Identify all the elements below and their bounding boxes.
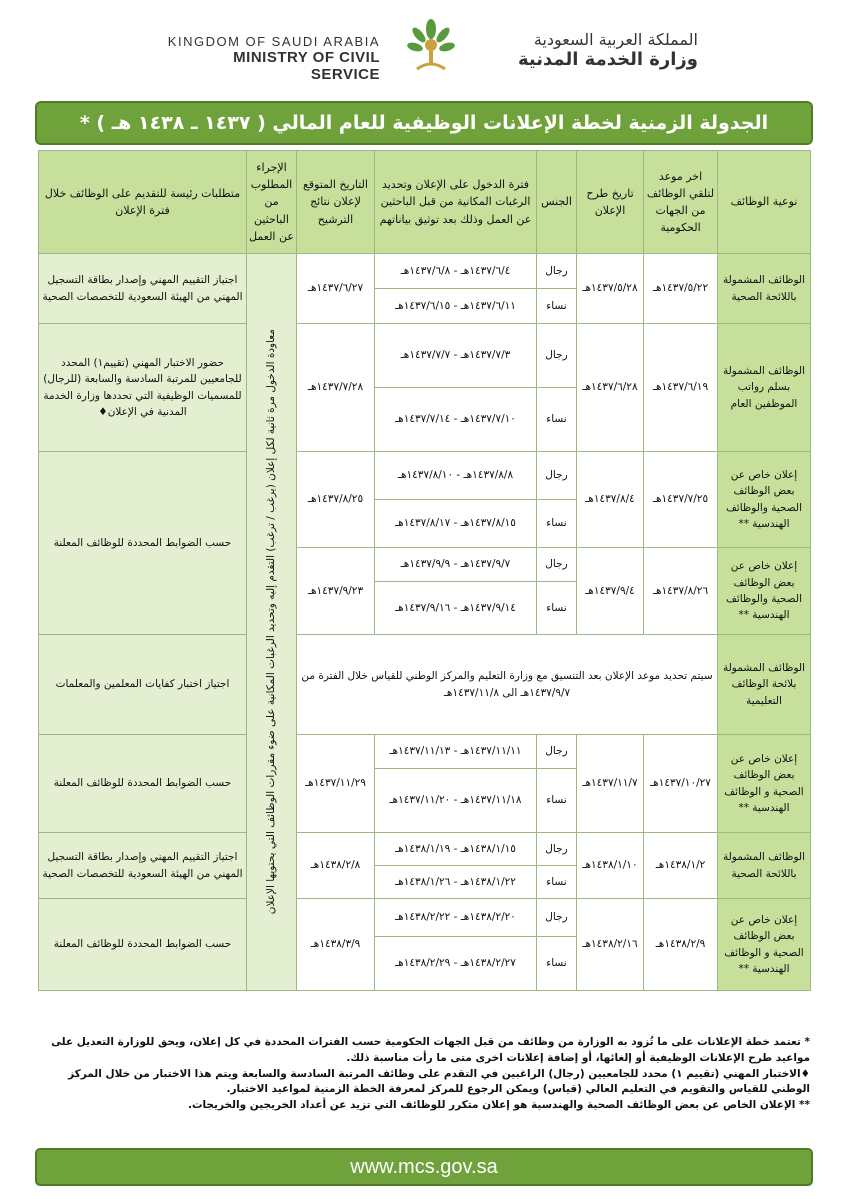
- gender-cell: نساء: [537, 937, 577, 991]
- gender-cell: رجال: [537, 735, 577, 769]
- gender-cell: نساء: [537, 582, 577, 635]
- table-row: [39, 254, 811, 289]
- entry-period-cell: ١٤٣٧/٨/٨هـ - ١٤٣٧/٨/١٠هـ: [375, 452, 537, 500]
- job-type-cell: إعلان خاص عن بعض الوظائف الصحية والوظائف الهندسية **: [718, 548, 811, 635]
- gender-cell: نساء: [537, 866, 577, 899]
- results-date-cell: ١٤٣٨/٣/٩هـ: [297, 899, 375, 991]
- job-type-cell: إعلان خاص عن بعض الوظائف الصحية و الوظائف الهندسية **: [718, 735, 811, 833]
- entry-period-cell: ١٤٣٧/٧/٣هـ - ١٤٣٧/٧/٧هـ: [375, 324, 537, 388]
- col-header-last-date: اخر موعد لتلقي الوظائف من الجهات الحكومية: [644, 151, 718, 254]
- note-item: * تعتمد خطة الإعلانات على ما تُزود به الوزارة من وظائف من قبل الجهات الحكومية حسب الفترات المحددة في كل إعلان، ويحق للوزارة التعديل على مواعيد طرح الإعلانات الوظيفية أو إلغائها، أو إضافة إعلانات اخرى متى ما رأت مناسبة ذلك.: [51, 1036, 810, 1064]
- entry-period-cell: ١٤٣٧/٩/١٤هـ - ١٤٣٧/٩/١٦هـ: [375, 582, 537, 635]
- results-date-cell: ١٤٣٨/٢/٨هـ: [297, 833, 375, 899]
- page-title: الجدولة الزمنية لخطة الإعلانات الوظيفية للعام المالي ( ١٤٣٧ ـ ١٤٣٨ هـ ) *: [35, 101, 813, 145]
- last-date-cell: ١٤٣٧/٨/٢٦هـ: [644, 548, 718, 635]
- announce-date-cell: ١٤٣٨/١/١٠هـ: [577, 833, 644, 899]
- entry-period-cell: ١٤٣٧/١١/١١هـ - ١٤٣٧/١١/١٣هـ: [375, 735, 537, 769]
- gender-cell: رجال: [537, 899, 577, 937]
- entry-period-cell: ١٤٣٨/٢/٢٠هـ - ١٤٣٨/٢/٢٢هـ: [375, 899, 537, 937]
- requirements-cell: اجتياز التقييم المهني وإصدار بطاقة التسجيل المهني من الهيئة السعودية للتخصصات الصحية: [39, 833, 247, 899]
- col-header-action: الإجراء المطلوب من الباحثين عن العمل: [247, 151, 297, 254]
- gender-cell: نساء: [537, 388, 577, 452]
- announce-date-cell: ١٤٣٨/٢/١٦هـ: [577, 899, 644, 991]
- requirements-cell: اجتياز التقييم المهني وإصدار بطاقة التسجيل المهني من الهيئة السعودية للتخصصات الصحية: [39, 254, 247, 324]
- action-cell: [247, 254, 297, 991]
- results-date-cell: ١٤٣٧/١١/٢٩هـ: [297, 735, 375, 833]
- note-item: ♦الاختبار المهني (تقييم ١) محدد للجامعيين (رجال) الراغبين في التقدم على وظائف المرتبة السادسة والسابعة ويتم هذا الاختبار من خلال المركز الوطني للقياس والتقويم في التعليم العالي (قياس) ويمكن الرجوع للمركز لمعرفة الخطة الزمنية لمواعيد الاختبار.: [68, 1067, 810, 1096]
- results-date-cell: ١٤٣٧/٩/٢٣هـ: [297, 548, 375, 635]
- announce-date-cell: ١٤٣٧/٩/٤هـ: [577, 548, 644, 635]
- requirements-cell: حسب الضوابط المحددة للوظائف المعلنة: [39, 452, 247, 635]
- gender-cell: رجال: [537, 452, 577, 500]
- col-header-gender: الجنس: [537, 151, 577, 254]
- website-link[interactable]: www.mcs.gov.sa: [35, 1148, 813, 1186]
- gender-cell: نساء: [537, 289, 577, 324]
- requirements-cell: حسب الضوابط المحددة للوظائف المعلنة: [39, 735, 247, 833]
- entry-period-cell: ١٤٣٧/١١/١٨هـ - ١٤٣٧/١١/٢٠هـ: [375, 769, 537, 833]
- ministry-name-en-line2: MINISTRY OF CIVIL SERVICE: [233, 49, 380, 83]
- ministry-logo-icon: [403, 15, 459, 75]
- requirements-cell: اجتياز اختبار كفايات المعلمين والمعلمات: [39, 635, 247, 735]
- last-date-cell: ١٤٣٧/٧/٢٥هـ: [644, 452, 718, 548]
- ministry-name-en-line1: KINGDOM OF SAUDI ARABIA: [167, 34, 380, 49]
- col-header-announce-date: تاريخ طرح الإعلان: [577, 151, 644, 254]
- results-date-cell: ١٤٣٧/٨/٢٥هـ: [297, 452, 375, 548]
- table-row: [39, 324, 811, 388]
- table-row: [39, 452, 811, 500]
- table-row: [39, 899, 811, 937]
- table-header-row: [39, 151, 811, 254]
- action-text: معاودة الدخول مرة ثانية لكل إعلان (يرغب / ترغب) التقدم إليه وتحديد الرغبات المكانية على ضوء مقررات الوظائف التي يحتويها الإعلان: [265, 329, 278, 915]
- last-date-cell: ١٤٣٧/١٠/٢٧هـ: [644, 735, 718, 833]
- entry-period-cell: ١٤٣٧/٧/١٠هـ - ١٤٣٧/٧/١٤هـ: [375, 388, 537, 452]
- schedule-table: [38, 150, 811, 991]
- job-type-cell: الوظائف المشمولة بسلم رواتب الموظفين العام: [718, 324, 811, 452]
- last-date-cell: ١٤٣٧/٦/١٩هـ: [644, 324, 718, 452]
- entry-period-cell: ١٤٣٧/٩/٧هـ - ١٤٣٧/٩/٩هـ: [375, 548, 537, 582]
- col-header-type: نوعية الوظائف: [718, 151, 811, 254]
- results-date-cell: ١٤٣٧/٧/٢٨هـ: [297, 324, 375, 452]
- announce-date-cell: ١٤٣٧/١١/٧هـ: [577, 735, 644, 833]
- last-date-cell: ١٤٣٨/١/٢هـ: [644, 833, 718, 899]
- entry-period-cell: ١٤٣٨/١/١٥هـ - ١٤٣٨/١/١٩هـ: [375, 833, 537, 866]
- note-item: ** الإعلان الخاص عن بعض الوظائف الصحية والهندسية هو إعلان متكرر للوظائف التي تزيد عن أعداد الخريجين والخريجات.: [187, 1099, 810, 1111]
- gender-cell: رجال: [537, 254, 577, 289]
- results-date-cell: ١٤٣٧/٦/٢٧هـ: [297, 254, 375, 324]
- entry-period-cell: ١٤٣٨/٢/٢٧هـ - ١٤٣٨/٢/٢٩هـ: [375, 937, 537, 991]
- announce-date-cell: ١٤٣٧/٦/٢٨هـ: [577, 324, 644, 452]
- requirements-cell: حسب الضوابط المحددة للوظائف المعلنة: [39, 899, 247, 991]
- gender-cell: رجال: [537, 833, 577, 866]
- announce-date-cell: ١٤٣٧/٨/٤هـ: [577, 452, 644, 548]
- entry-period-cell: ١٤٣٧/٨/١٥هـ - ١٤٣٧/٨/١٧هـ: [375, 500, 537, 548]
- gender-cell: رجال: [537, 548, 577, 582]
- col-header-requirements: متطلبات رئيسة للتقديم على الوظائف خلال فترة الإعلان: [39, 151, 247, 254]
- table-row: [39, 833, 811, 866]
- ministry-name-english: [160, 34, 380, 83]
- footer-notes: [40, 1035, 810, 1114]
- entry-period-cell: ١٤٣٧/٦/٤هـ - ١٤٣٧/٦/٨هـ: [375, 254, 537, 289]
- job-type-cell: الوظائف المشمولة باللائحة الصحية: [718, 833, 811, 899]
- table-row: [39, 635, 811, 735]
- job-type-cell: إعلان خاص عن بعض الوظائف الصحية والوظائف الهندسية **: [718, 452, 811, 548]
- last-date-cell: ١٤٣٧/٥/٢٢هـ: [644, 254, 718, 324]
- requirements-cell: حضور الاختبار المهني (تقييم١) المحدد للجامعيين للمرتبة السادسة والسابعة (للرجال) للمسميات الوظيفية التي تحددها وزارة الخدمة المدنية في الإعلان♦: [39, 324, 247, 452]
- ministry-name-ar-line2: وزارة الخدمة المدنية: [517, 49, 698, 70]
- entry-period-cell: ١٤٣٨/١/٢٢هـ - ١٤٣٨/١/٢٦هـ: [375, 866, 537, 899]
- entry-period-cell: ١٤٣٧/٦/١١هـ - ١٤٣٧/٦/١٥هـ: [375, 289, 537, 324]
- gender-cell: نساء: [537, 500, 577, 548]
- page-header: [0, 0, 848, 100]
- gender-cell: رجال: [537, 324, 577, 388]
- col-header-entry-period: فترة الدخول على الإعلان وتحديد الرغبات المكانية من قبل الباحثين عن العمل وذلك بعد توثيق بياناتهم: [375, 151, 537, 254]
- table-row: [39, 735, 811, 769]
- ministry-name-arabic: [478, 30, 698, 70]
- merged-note-cell: سيتم تحديد موعد الإعلان بعد التنسيق مع وزارة التعليم والمركز الوطني للقياس خلال الفترة من ١٤٣٧/٩/٧هـ الى ١٤٣٧/١١/٨هـ: [297, 635, 718, 735]
- announce-date-cell: ١٤٣٧/٥/٢٨هـ: [577, 254, 644, 324]
- last-date-cell: ١٤٣٨/٢/٩هـ: [644, 899, 718, 991]
- job-type-cell: الوظائف المشمولة باللائحة الصحية: [718, 254, 811, 324]
- col-header-results-date: التاريخ المتوقع لإعلان نتائج الترشيح: [297, 151, 375, 254]
- gender-cell: نساء: [537, 769, 577, 833]
- job-type-cell: الوظائف المشمولة بلائحة الوظائف التعليمية: [718, 635, 811, 735]
- ministry-name-ar-line1: المملكة العربية السعودية: [533, 30, 698, 49]
- job-type-cell: إعلان خاص عن بعض الوظائف الصحية و الوظائف الهندسية **: [718, 899, 811, 991]
